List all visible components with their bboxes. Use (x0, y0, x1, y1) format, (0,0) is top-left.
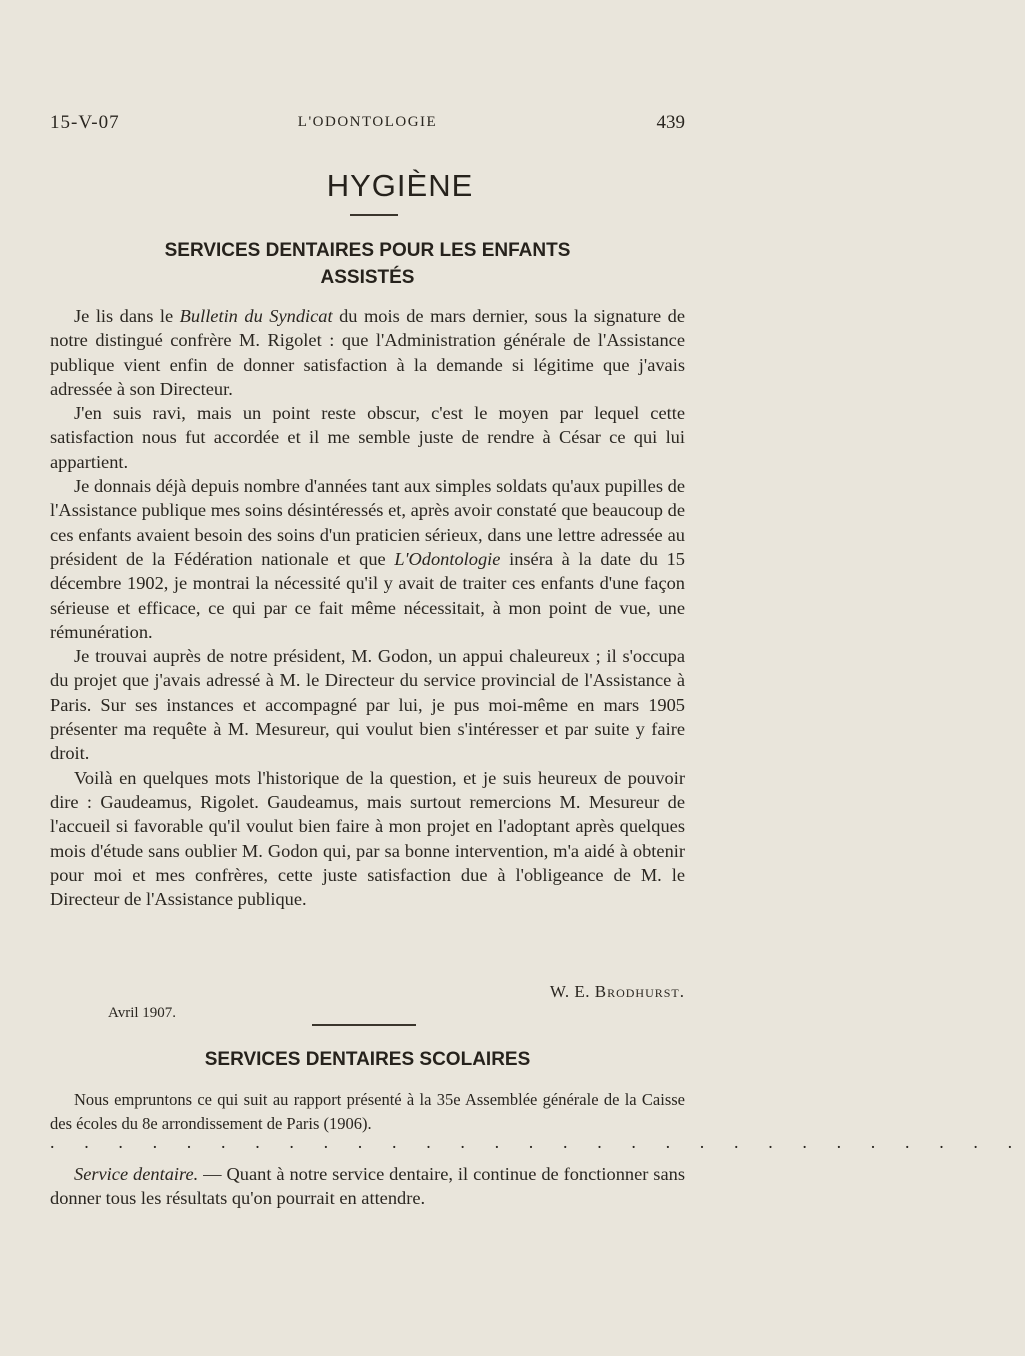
issue-date: 15-V-07 (50, 112, 120, 133)
paragraph (50, 474, 685, 644)
article-body (50, 1162, 685, 1211)
section-title: HYGIÈNE (326, 168, 474, 203)
text-run: — Quant à notre service dentaire, il continue de fonctionner sans donner tous les résultats qu'on pourrait en attendre. (50, 1164, 685, 1209)
author-name: Brodhurst. (594, 982, 685, 1001)
divider-rule (312, 1024, 416, 1026)
paragraph: Voilà en quelques mots l'historique de la question, et je suis heureux de pouvoir dire : Gaudeamus, Rigolet. Gaudeamus, mais surtout remercions M. Mesureur de l'accueil si favorable qu'il voulut bien faire à mon projet en l'adoptant après quelques mois d'étude sans oublier M. Godon qui, par sa bonne intervention, m'a aidé à obtenir pour moi et mes confrères, cette juste satisfaction due à l'obligeance de M. le Directeur de l'Assistance publique. (50, 767, 685, 910)
paragraph: J'en suis ravi, mais un point reste obscur, c'est le moyen par lequel cette satisfaction nous fut accordée et il me semble juste de rendre à César ce qui lui appartient. (50, 403, 685, 472)
paragraph (50, 304, 685, 401)
page-number: 439 (656, 112, 685, 133)
journal-name: L'ODONTOLOGIE (297, 114, 438, 130)
article-title-line-1: SERVICES DENTAIRES POUR LES ENFANTS (164, 240, 571, 261)
author-initials: W. E. (549, 982, 595, 1001)
italic-heading: Service dentaire. (74, 1164, 199, 1184)
paragraph (50, 1162, 685, 1211)
running-head (50, 112, 685, 142)
ellipsis-row: . . . . . . . . . . . . . . . . . . . . . . . . . . . . . (50, 1132, 1025, 1152)
text-run: du mois de mars dernier, sous la signature de notre distingué confrère M. Rigolet : que l'Administration générale de l'Assistance publique vient enfin de donner satisfaction à la demande si légitime que j'avais adressée à son Directeur. (50, 306, 685, 399)
author-signature (550, 982, 685, 1002)
italic-title: Bulletin du Syndicat (179, 306, 333, 326)
text-run: Je donnais déjà depuis nombre d'années tant aux simples soldats qu'aux pupilles de l'Assistance publique mes soins désintéressés et, après avoir constaté que beaucoup de ces enfants avaient besoin des soins d'un praticien sérieux, dans une lettre adressée au président de la Fédération nationale et que (50, 476, 685, 569)
article-body (50, 304, 685, 911)
article-title: SERVICES DENTAIRES SCOLAIRES (204, 1049, 531, 1070)
article-title-line-2: ASSISTÉS (320, 267, 415, 288)
text-run: inséra à la date du 15 décembre 1902, je montrai la nécessité qu'il y avait de traiter ces enfants d'une façon sérieuse et efficace, ce qui par ce fait même nécessitait, à mon point de vue, une rémunération. (50, 548, 685, 642)
paragraph: Je trouvai auprès de notre président, M. Godon, un appui chaleureux ; il s'occupa du projet que j'avais adressé à M. le Directeur du service provincial de l'Assistance à Paris. Sur ses instances et accompagné par lui, je pus moi-même en mars 1905 présenter ma requête à M. Mesureur, qui voulut bien s'intéresser et par suite y faire droit. (50, 646, 685, 764)
text-run: Je lis dans le (74, 306, 180, 326)
dateline: Avril 1907. (108, 1005, 177, 1021)
paragraph: Nous empruntons ce qui suit au rapport présenté à la 35e Assemblée générale de la Caisse des écoles du 8e arrondissement de Paris (1906). (50, 1090, 685, 1133)
italic-title: L'Odontologie (394, 548, 501, 569)
divider-rule (350, 214, 398, 216)
article-intro (50, 1088, 685, 1136)
article-title (50, 237, 685, 291)
